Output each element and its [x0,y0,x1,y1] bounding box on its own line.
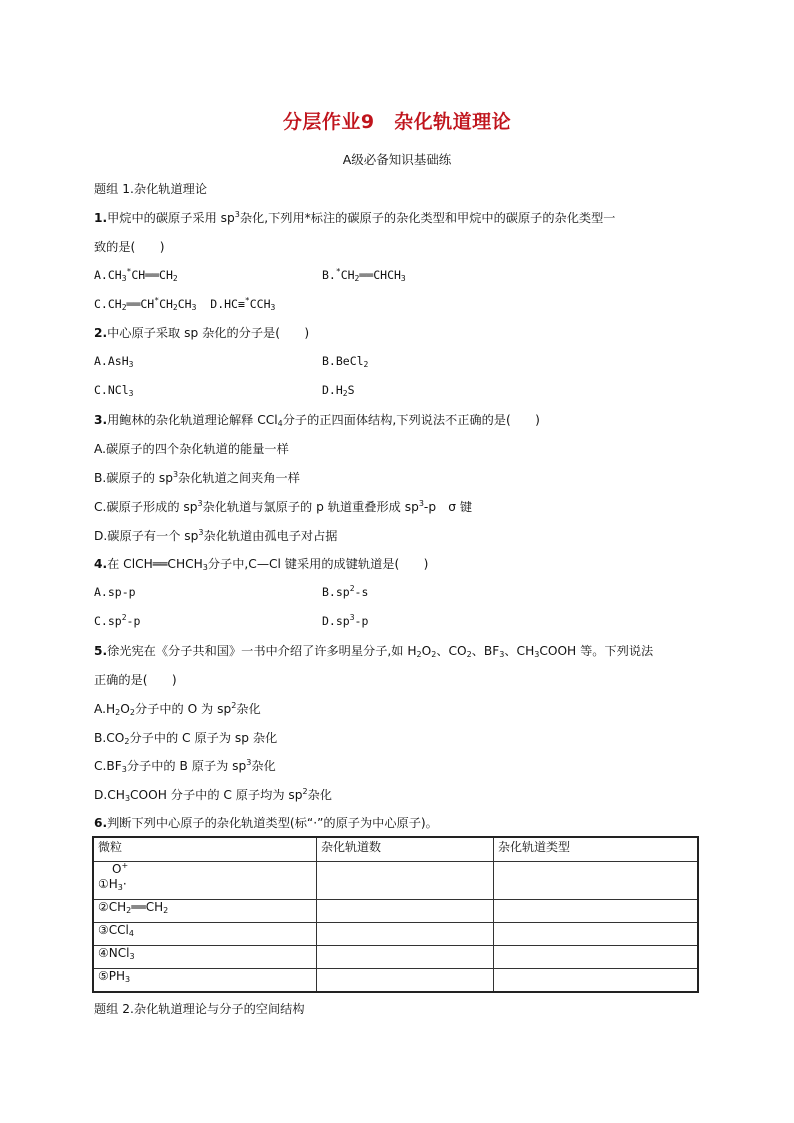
answer-cell-orbital-type[interactable] [494,862,699,900]
question-1-option-c: $C.CH_2══CH^*CH_2CH_3$ $D.HC\equiv^*CCH_3$ [94,296,276,312]
question-5-option-b: $B.CO_2$分子中的 C 原子为 sp 杂化 [94,731,278,746]
question-3-option-c: C.碳原子形成的 $sp^3$杂化轨道与氯原子的 p 轨道重叠形成 $sp^3-p$ σ 键 [94,499,473,514]
question-1-line2: 致的是( ) [94,240,165,254]
question-4-option-c: $C.sp^2-p$ [94,613,141,628]
table-header-cell: 微粒 [93,837,317,862]
question-4-stem: 4.在 $ClCH══CHCH_3$分子中,C—Cl 键采用的成键轨道是( ) [94,557,429,572]
table-cell-species: $②CH_2══CH_2$ [93,900,317,923]
question-1-number: 1. [94,211,108,225]
question-5-option-d: $D.CH_3COOH$ 分子中的 C 原子均为 $sp^2$杂化 [94,787,332,803]
answer-cell-orbital-type[interactable] [494,969,699,993]
question-1-line1 [94,209,615,226]
species-h3o-plus: O+ $①H_3\cdot$ [98,861,129,892]
group-heading-1: 题组 1.杂化轨道理论 [94,182,208,196]
answer-cell-orbital-type[interactable] [494,900,699,923]
table-cell-species: ③CCl$_4$ [93,923,317,946]
hybridization-table [92,836,699,993]
section-subtitle: A级必备知识基础练 [342,152,452,167]
table-cell-species: ④NCl$_3$ [93,946,317,969]
table-row [93,923,698,946]
answer-cell-orbital-count[interactable] [317,969,494,993]
question-4-option-d: $D.sp^3-p$ [322,613,369,628]
question-6-number: 6. [94,816,108,830]
answer-cell-orbital-type[interactable] [494,923,699,946]
question-3-number: 3. [94,413,108,427]
question-1-option-a: $A.CH_3^*CH══CH_2$ [94,267,178,283]
table-row [93,946,698,969]
page-title: 分层作业9 杂化轨道理论 [282,111,512,133]
question-6-text: 判断下列中心原子的杂化轨道类型(标“·”的原子为中心原子)。 [107,816,438,830]
question-3-option-d: D.碳原子有一个 $sp^3$杂化轨道由孤电子对占据 [94,528,338,543]
question-4-option-b: $B.sp^2-s$ [322,584,369,599]
question-3-stem: 3.用鲍林的杂化轨道理论解释 CCl$_4$分子的正四面体结构,下列说法不正确的是( ) [94,413,540,428]
question-1-option-b: $B.^*CH_2══CHCH_3$ [322,267,406,283]
question-3-option-a: A.碳原子的四个杂化轨道的能量一样 [94,442,289,456]
question-2-option-b: B.BeCl$_2$ [322,354,369,369]
table-row [93,862,698,900]
question-5-option-a: $A.H_2O_2$分子中的 O 为 $sp^2$杂化 [94,701,261,717]
question-5-number: 5. [94,644,108,658]
group-heading-2: 题组 2.杂化轨道理论与分子的空间结构 [94,1002,305,1016]
question-3-option-b: B.碳原子的 $sp^3$杂化轨道之间夹角一样 [94,470,300,485]
question-2-number: 2. [94,326,108,340]
table-header-cell: 杂化轨道数 [317,837,494,862]
answer-cell-orbital-count[interactable] [317,923,494,946]
question-5-option-c: $C.BF_3$分子中的 B 原子为 $sp^3$杂化 [94,758,276,774]
answer-cell-orbital-count[interactable] [317,946,494,969]
question-4-option-a: A.sp-p [94,585,136,599]
question-2-stem: 2.中心原子采取 sp 杂化的分子是( ) [94,326,310,340]
answer-cell-orbital-type[interactable] [494,946,699,969]
question-5-line2: 正确的是( ) [94,673,177,687]
table-header-cell: 杂化轨道类型 [494,837,699,862]
table-row [93,969,698,993]
question-5-line1: 5.徐光宪在《分子共和国》一书中介绍了许多明星分子,如 $H_2O_2$、$CO_2$、$BF_3$、$CH_3COOH$ 等。下列说法 [94,644,654,659]
table-cell-species: $⑤PH_3$ [93,969,317,993]
answer-cell-orbital-count[interactable] [317,862,494,900]
table-header-row [93,837,698,862]
table-cell-species [93,862,317,900]
question-2-option-a: A.AsH$_3$ [94,354,134,369]
question-4-number: 4. [94,557,108,571]
answer-cell-orbital-count[interactable] [317,900,494,923]
table-row [93,900,698,923]
question-6-stem [94,814,438,831]
question-2-option-c: C.NCl$_3$ [94,383,134,398]
question-1-stem: 甲烷中的碳原子采用 $sp^3$杂化,下列用*标注的碳原子的杂化类型和甲烷中的碳原子的杂化类型一 [107,210,616,225]
question-2-option-d: $D.H_2S$ [322,383,355,398]
